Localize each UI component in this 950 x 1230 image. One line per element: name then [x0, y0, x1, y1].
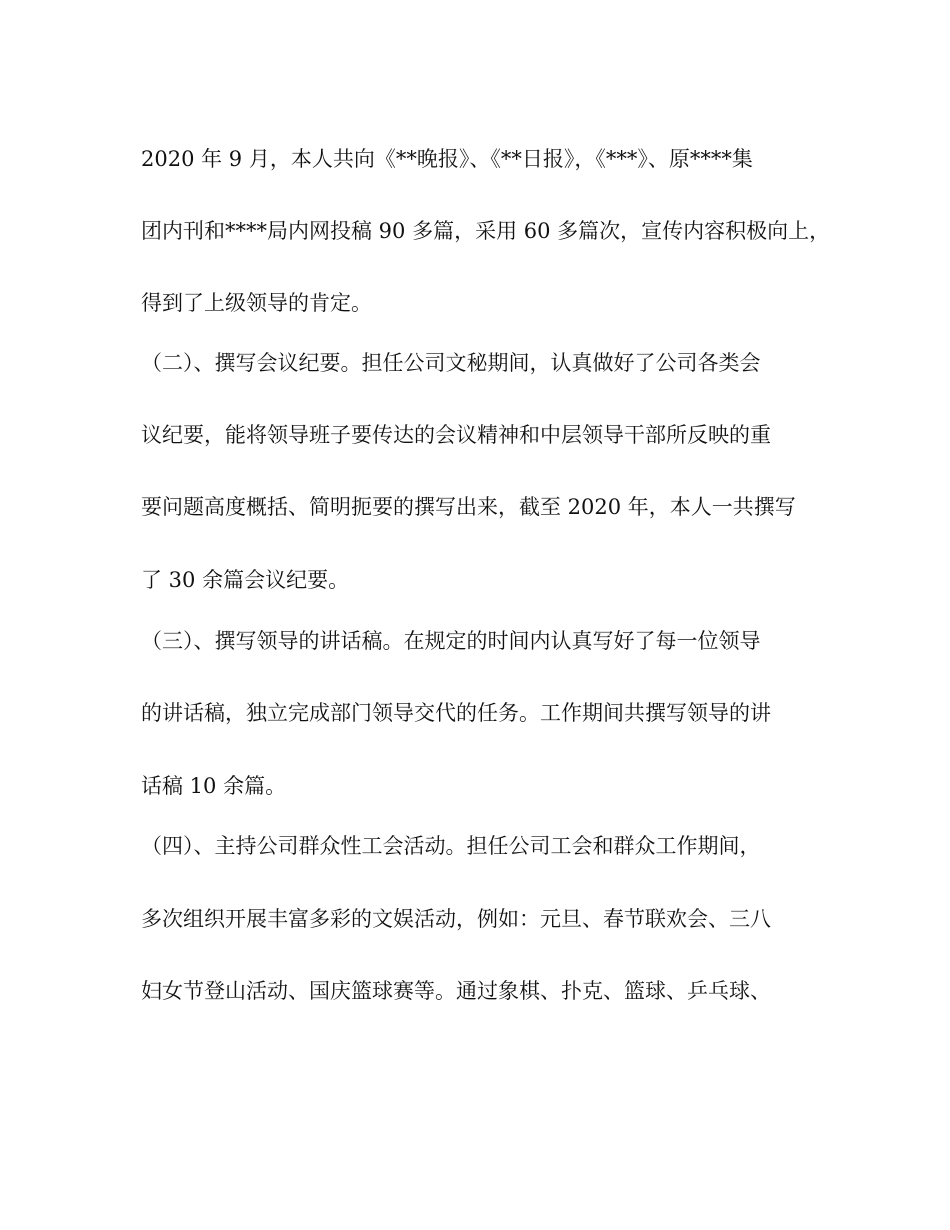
paragraph-line: 多次组织开展丰富多彩的文娱活动，例如：元旦、春节联欢会、三八	[141, 907, 771, 931]
paragraph-line: 得到了上级领导的肯定。	[141, 291, 372, 315]
paragraph-line: 团内刊和****局内网投稿 90 多篇，采用 60 多篇次，宣传内容积极向上，	[141, 219, 831, 243]
paragraph-line: 话稿 10 余篇。	[141, 774, 287, 798]
paragraph-line: 妇女节登山活动、国庆篮球赛等。通过象棋、扑克、篮球、乒乓球、	[141, 979, 771, 1003]
paragraph-line: （四）、主持公司群众性工会活动。担任公司工会和群众工作期间，	[141, 834, 761, 858]
paragraph-line: 2020 年 9 月，本人共向《**晚报》、《**日报》，《***》、原****集	[141, 147, 753, 171]
paragraph-line: 的讲话稿，独立完成部门领导交代的任务。工作期间共撰写领导的讲	[141, 701, 771, 725]
paragraph-line: （二）、撰写会议纪要。担任公司文秘期间，认真做好了公司各类会	[141, 351, 761, 375]
paragraph-line: （三）、撰写领导的讲话稿。在规定的时间内认真写好了每一位领导	[141, 629, 761, 653]
paragraph-line: 议纪要，能将领导班子要传达的会议精神和中层领导干部所反映的重	[141, 423, 771, 447]
paragraph-line: 了 30 余篇会议纪要。	[141, 568, 350, 592]
paragraph-line: 要问题高度概括、简明扼要的撰写出来，截至 2020 年，本人一共撰写	[141, 495, 796, 519]
